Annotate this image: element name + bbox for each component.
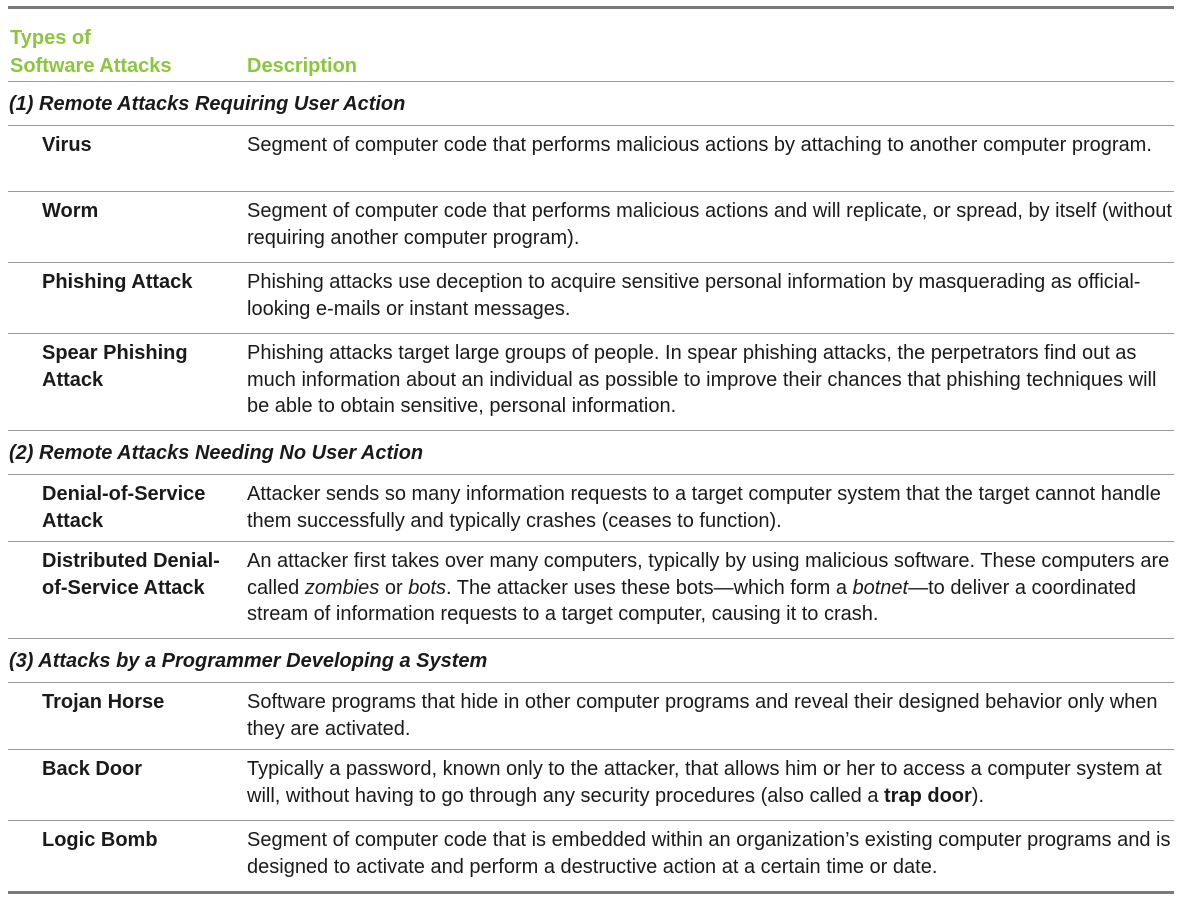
attack-name: Worm [42,200,99,222]
term-trap-door: trap door [884,784,972,807]
attack-description [247,756,1177,809]
header-description-column: Description [247,55,358,77]
attack-description: Software programs that hide in other computer programs and reveal their designed behavior only when they are activated. [247,691,1158,740]
table-row-worm [8,192,1174,263]
attack-description: Segment of computer code that is embedded within an organization’s existing computer programs and is designed to activate and perform a destructive action at a certain time or date. [247,829,1171,878]
table-row-phishing [8,263,1174,334]
header-types-column [10,24,172,80]
attack-name: Trojan Horse [42,691,165,713]
attack-description: Segment of computer code that performs malicious actions by attaching to another computer program. [247,134,1152,156]
attack-name: Distributed Denial-of-Service Attack [42,550,220,599]
attack-name: Back Door [42,758,143,780]
table-row-logic-bomb [8,821,1174,891]
header-types-line1: Types of [10,27,91,49]
description-text: or [379,576,409,599]
table-row-spear-phishing [8,334,1174,431]
table-row-trojan-horse [8,683,1174,750]
attack-name: Spear Phishing Attack [42,342,188,391]
description-text: An attacker first takes over many computers, typically by using malicious software. These computers are called [247,550,1170,599]
attack-description [247,548,1177,628]
attack-name: Virus [42,134,92,156]
attack-name: Logic Bomb [42,829,158,851]
table-header [8,9,1174,82]
section-title-remote-user-action: (1) Remote Attacks Requiring User Action [8,82,1174,126]
table-row-virus [8,126,1174,192]
table-row-distributed-denial-of-service [8,542,1174,639]
bottom-rule [8,891,1174,894]
table-row-denial-of-service [8,475,1174,542]
description-text: ). [971,784,985,807]
description-text: . The attacker uses these bots—which form a [446,576,853,599]
attack-name: Phishing Attack [42,271,193,293]
section-title-remote-no-user-action: (2) Remote Attacks Needing No User Action [8,431,1174,475]
section-title-programmer-attacks: (3) Attacks by a Programmer Developing a System [8,639,1174,683]
attack-description: Phishing attacks target large groups of people. In spear phishing attacks, the perpetrators find out as much information about an individual as possible to improve their chances that phishing techniques will be able to obtain sensitive, personal information. [247,342,1157,417]
term-bots: bots [408,576,447,599]
table-row-back-door [8,750,1174,821]
description-text: —to deliver a coordinated stream of information requests to a target computer, causing it to crash. [247,576,1137,625]
description-text: Typically a password, known only to the attacker, that allows him or her to access a computer system at will, without having to go through any security procedures (also called a [247,758,1162,807]
term-botnet: botnet [852,576,909,599]
attack-description: Segment of computer code that performs malicious actions and will replicate, or spread, by itself (without requiring another computer program). [247,200,1172,249]
attack-name: Denial-of-Service Attack [42,483,206,532]
attack-description: Attacker sends so many information requests to a target computer system that the target cannot handle them successfully and typically crashes (ceases to function). [247,483,1161,532]
software-attacks-table [8,6,1174,894]
header-types-line2: Software Attacks [10,55,172,77]
term-zombies: zombies [304,576,380,599]
attack-description: Phishing attacks use deception to acquire sensitive personal information by masquerading as official-looking e-mails or instant messages. [247,271,1141,320]
